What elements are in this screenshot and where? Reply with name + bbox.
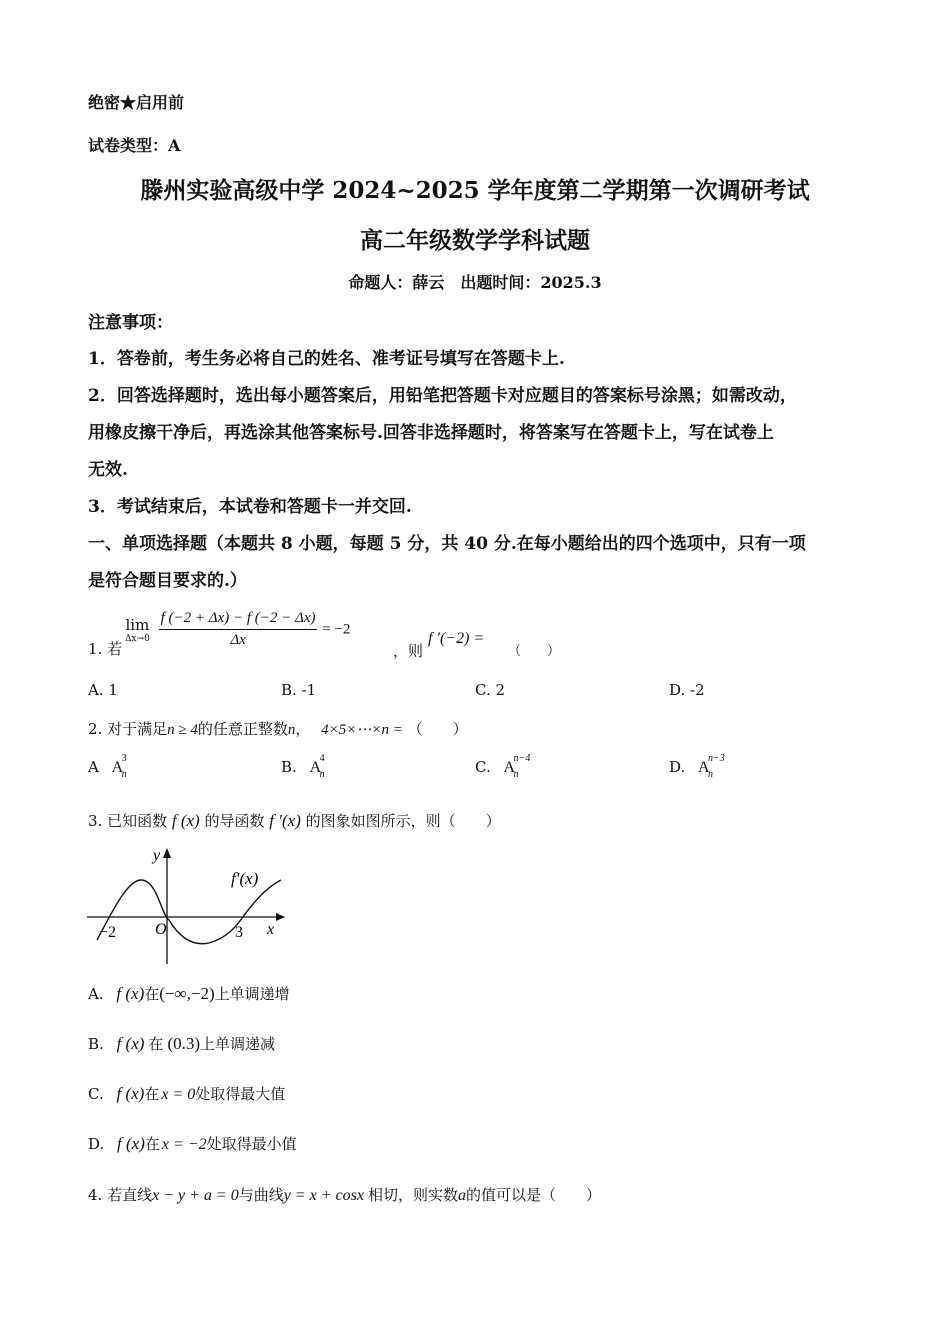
q3-fpx: f ′(x): [269, 811, 301, 830]
note-2-line-3: 无效.: [88, 460, 128, 480]
q3-option-cond: (−∞,−2): [159, 984, 215, 1003]
q3-option-zai: 在: [144, 1085, 160, 1103]
y-axis-arrow-icon: [163, 848, 171, 858]
q3-option-label: C.: [88, 1085, 104, 1103]
q2-option-c-perm: [503, 753, 531, 780]
exam-subtitle: 高二年级数学学科试题: [360, 227, 590, 254]
note-2-line-2: 用橡皮擦干净后，再选涂其他答案标号.回答非选择题时，将答案写在答题卡上，写在试卷上: [88, 423, 774, 443]
secret-label: 绝密★启用前: [88, 93, 185, 112]
q2-option-d-label: D.: [669, 758, 686, 776]
q3-option-text: 处取得最大值: [195, 1085, 286, 1103]
note-2-line-1: 2．回答选择题时，选出每小题答案后，用铅笔把答题卡对应题目的答案标号涂黑；如需改动，: [88, 386, 797, 406]
q2-product: 4×5×⋯×n =: [321, 722, 403, 738]
tick-label-neg: −2: [99, 924, 117, 941]
q2-prefix: 2. 对于满足: [88, 720, 168, 738]
curve-label: f′(x): [231, 869, 259, 888]
q3-option-a[interactable]: [88, 983, 290, 1004]
perm-sup: n−3: [708, 753, 725, 764]
perm-sub: n: [708, 769, 714, 780]
perm-symbol: A: [111, 759, 124, 776]
perm-sub: n: [121, 769, 127, 780]
q1-option-a[interactable]: A. 1: [88, 681, 118, 699]
perm-symbol: A: [309, 759, 322, 776]
q2-answer-paren: （ ）: [407, 720, 468, 738]
q3-option-fx: f (x): [117, 1134, 145, 1153]
q1-lim: lim: [125, 615, 150, 634]
q3-option-c[interactable]: [88, 1083, 285, 1104]
y-axis-label: y: [153, 847, 161, 864]
perm-sub: n: [513, 769, 519, 780]
q3-option-text: 处取得最小值: [206, 1135, 297, 1153]
q1-prefix: 1. 若: [88, 640, 123, 658]
q3-option-fx: f (x): [116, 984, 145, 1003]
perm-sup: n−4: [513, 753, 531, 764]
q3-option-cond: x = 0: [161, 1086, 196, 1103]
q3-option-zai: 在: [148, 1035, 164, 1053]
origin-label: O: [155, 921, 167, 938]
q3-prefix: 3. 已知函数: [88, 812, 168, 830]
paper-type-label: 试卷类型：A: [88, 136, 181, 155]
q4-suffix: 的值可以是（ ）: [465, 1186, 601, 1204]
q2-mid: 的任意正整数: [197, 720, 288, 738]
note-3: 3．考试结束后，本试卷和答题卡一并交回.: [88, 497, 412, 517]
q1-denominator: Δx: [230, 632, 246, 648]
q1-mid: ，则: [393, 642, 424, 660]
q1-option-c[interactable]: C. 2: [475, 681, 506, 699]
notes-heading: 注意事项：: [88, 313, 173, 333]
q3-option-cond: (0.3): [167, 1034, 201, 1053]
q3-suffix: 的图象如图所示，则（ ）: [305, 812, 501, 830]
q1-answer-paren: （ ）: [508, 644, 561, 659]
q1-option-b[interactable]: B. -1: [281, 681, 317, 699]
q2-var: n: [287, 722, 296, 738]
q2-option-b-perm: [309, 753, 325, 780]
q3-option-text: 上单调递减: [200, 1035, 276, 1053]
x-axis-arrow-icon: [276, 913, 285, 921]
perm-sup: 4: [319, 753, 325, 764]
q4-mid2: 相切，则实数: [367, 1186, 458, 1204]
q2-option-d[interactable]: [669, 753, 725, 780]
q1-limit-expression: [125, 610, 350, 649]
q4-mid: 与曲线: [238, 1186, 284, 1204]
q3-option-label: D.: [88, 1135, 105, 1153]
author-line: 命题人：薛云 出题时间：2025.3: [348, 273, 602, 292]
x-axis-label: x: [267, 921, 275, 938]
q3-option-zai: 在: [144, 1135, 160, 1153]
derivative-curve: [97, 880, 281, 944]
q1-equals: = −2: [322, 621, 351, 638]
q3-option-fx: f (x): [116, 1084, 145, 1103]
perm-sub: n: [319, 769, 325, 780]
q3-option-label: A.: [88, 985, 104, 1003]
q2-option-d-perm: [698, 753, 725, 780]
q3-option-d[interactable]: [88, 1133, 297, 1154]
q1-ask: f ′(−2) =: [428, 630, 485, 647]
q2-option-b[interactable]: [281, 753, 325, 780]
section1-intro-line-2: 是符合题目要求的.）: [88, 571, 247, 591]
perm-sup: 3: [121, 753, 127, 764]
q4-prefix: 4. 若直线: [88, 1186, 153, 1204]
tick-label-pos: 3: [235, 924, 243, 941]
note-1: 1．答卷前，考生务必将自己的姓名、准考证号填写在答题卡上.: [88, 349, 565, 369]
section1-intro-line-1: 一、单项选择题（本题共 8 小题，每题 5 分，共 40 分.在每小题给出的四个选项中，只有一项: [88, 534, 806, 554]
q2-option-c[interactable]: [475, 753, 531, 780]
q3-derivative-graph: [85, 842, 300, 967]
perm-symbol: A: [503, 759, 516, 776]
q3-mid: 的导函数: [204, 812, 265, 830]
q4-curve-eq: y = x + cosx: [283, 1187, 364, 1204]
q2-option-c-label: C.: [475, 758, 491, 776]
q4-stem: [88, 1184, 601, 1205]
q3-option-text: 上单调递增: [214, 985, 290, 1003]
q3-option-label: B.: [88, 1035, 104, 1053]
q4-line-eq: x − y + a = 0: [152, 1187, 239, 1204]
q3-option-zai: 在: [144, 985, 160, 1003]
q2-comma: ，: [295, 720, 311, 738]
perm-symbol: A: [698, 759, 710, 776]
q3-fx: f (x): [171, 811, 200, 830]
q4-var: a: [457, 1187, 466, 1204]
q3-option-b[interactable]: [88, 1033, 275, 1054]
q2-option-a[interactable]: [88, 753, 127, 780]
q3-option-fx: f (x): [116, 1034, 145, 1053]
q1-option-d[interactable]: D. -2: [669, 681, 705, 699]
q1-numerator: f (−2 + Δx) − f (−2 − Δx): [159, 610, 318, 630]
q3-stem: [88, 810, 501, 831]
q2-option-a-perm: [111, 753, 127, 780]
exam-title: 滕州实验高级中学 2024~2025 学年度第二学期第一次调研考试: [140, 177, 810, 204]
q2-option-a-label: A: [88, 758, 99, 776]
q2-condition: n ≥ 4: [167, 722, 198, 738]
q2-stem: [88, 718, 468, 739]
q1-lim-sub: Δx→0: [125, 633, 150, 644]
q2-option-b-label: B.: [281, 758, 297, 776]
q3-option-cond: x = −2: [161, 1136, 207, 1153]
